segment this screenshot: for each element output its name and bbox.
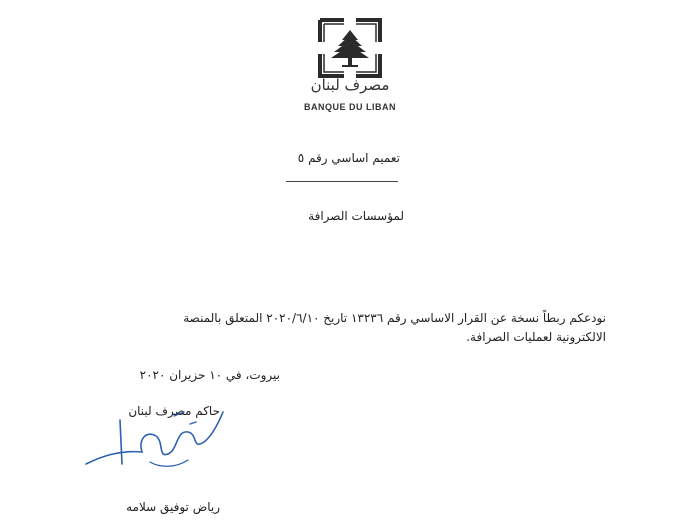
place-and-date: بيروت، في ١٠ حزيران ٢٠٢٠ xyxy=(139,368,280,382)
signer-name: رياض توفيق سلامه xyxy=(126,500,220,514)
body-text-line-1: نودعكم ربطاً نسخة عن القرار الاساسي رقم ١٣٢٣٦ تاريخ ٢٠٢٠/٦/١٠ المتعلق بالمنصة xyxy=(183,311,606,325)
bank-name-french: BANQUE DU LIBAN xyxy=(304,102,396,112)
bank-name-arabic: مصرف لبنان xyxy=(310,76,390,94)
recipient-line: لمؤسسات الصرافة xyxy=(308,209,404,223)
circular-title: تعميم اساسي رقم ٥ xyxy=(297,151,400,165)
body-text-line-2: الالكترونية لعمليات الصرافة. xyxy=(466,330,606,344)
cedar-logo-icon xyxy=(318,18,382,78)
handwritten-signature xyxy=(80,402,230,482)
title-underline xyxy=(286,181,398,182)
signer-title: حاكم مصرف لبنان xyxy=(128,404,220,418)
